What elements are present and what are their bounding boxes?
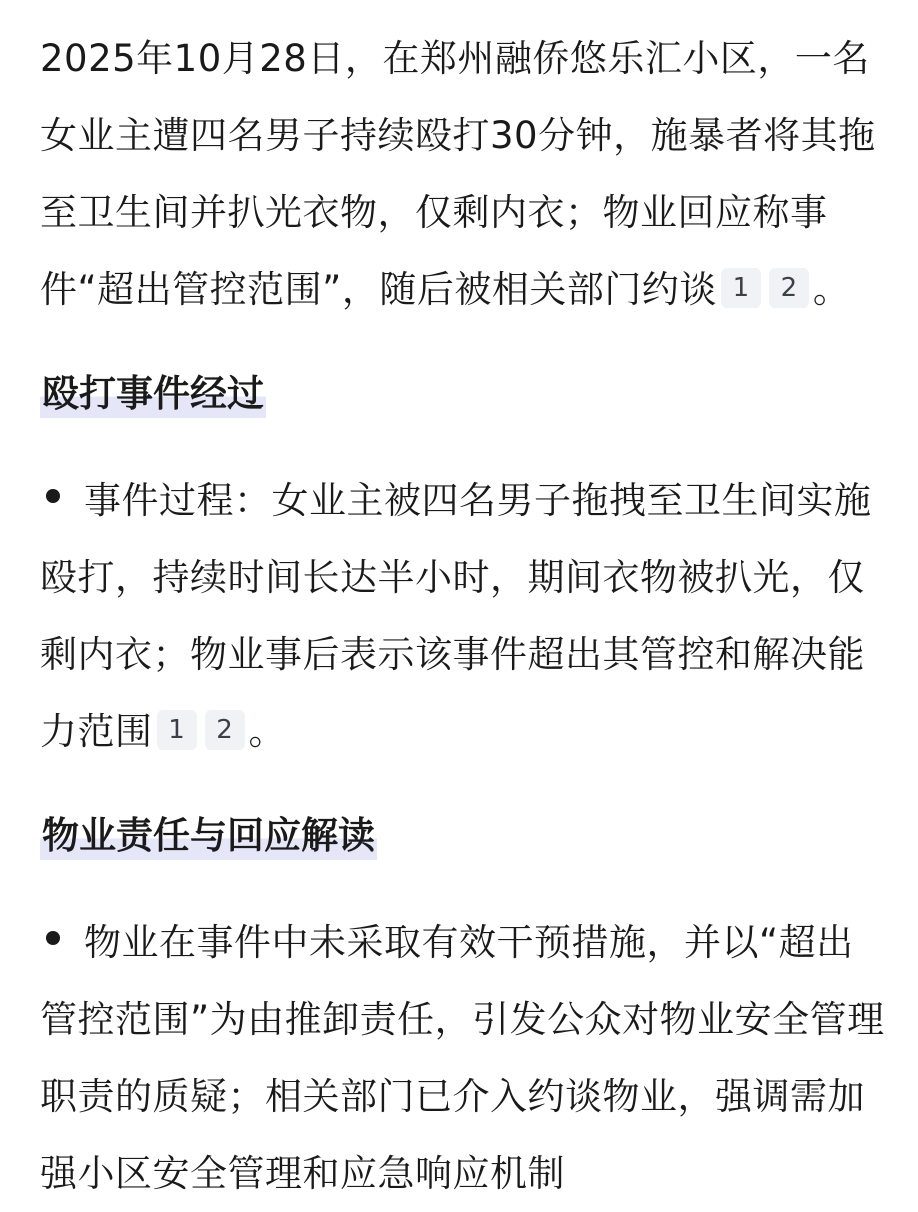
citation-badge[interactable]: 1 [157, 710, 197, 750]
bullet-text: 物业在事件中未采取有效干预措施，并以“超出管控范围”为由推卸责任，引发公众对物业安全管理职责的质疑；相关部门已介入约谈物业，强调需加强小区安全管理和应急响应机制 [40, 921, 885, 1195]
bullet-icon [46, 931, 60, 945]
citation-badge[interactable]: 2 [769, 268, 809, 308]
section-heading-incident: 殴打事件经过 [40, 370, 266, 418]
bullet-item-incident [40, 462, 890, 770]
section-heading-wrap [40, 370, 890, 418]
citation-badge[interactable]: 1 [721, 268, 761, 308]
intro-text: 2025年10月28日，在郑州融侨悠乐汇小区，一名女业主遭四名男子持续殴打30分钟，施暴者将其拖至卫生间并扒光衣物，仅剩内衣；物业回应称事件“超出管控范围”，随后被相关部门约谈 [40, 37, 876, 311]
article-body [40, 20, 890, 1212]
bullet-icon [46, 489, 60, 503]
intro-end: 。 [812, 268, 851, 311]
bullet-end: 。 [248, 710, 286, 753]
bullet-text: 事件过程：女业主被四名男子拖拽至卫生间实施殴打，持续时间长达半小时，期间衣物被扒光，仅剩内衣；物业事后表示该事件超出其管控和解决能力范围 [40, 479, 872, 753]
citation-badge[interactable]: 2 [205, 710, 245, 750]
bullet-item-property [40, 904, 890, 1212]
section-heading-wrap [40, 812, 890, 860]
section-heading-property: 物业责任与回应解读 [40, 812, 377, 860]
intro-paragraph [40, 20, 890, 328]
